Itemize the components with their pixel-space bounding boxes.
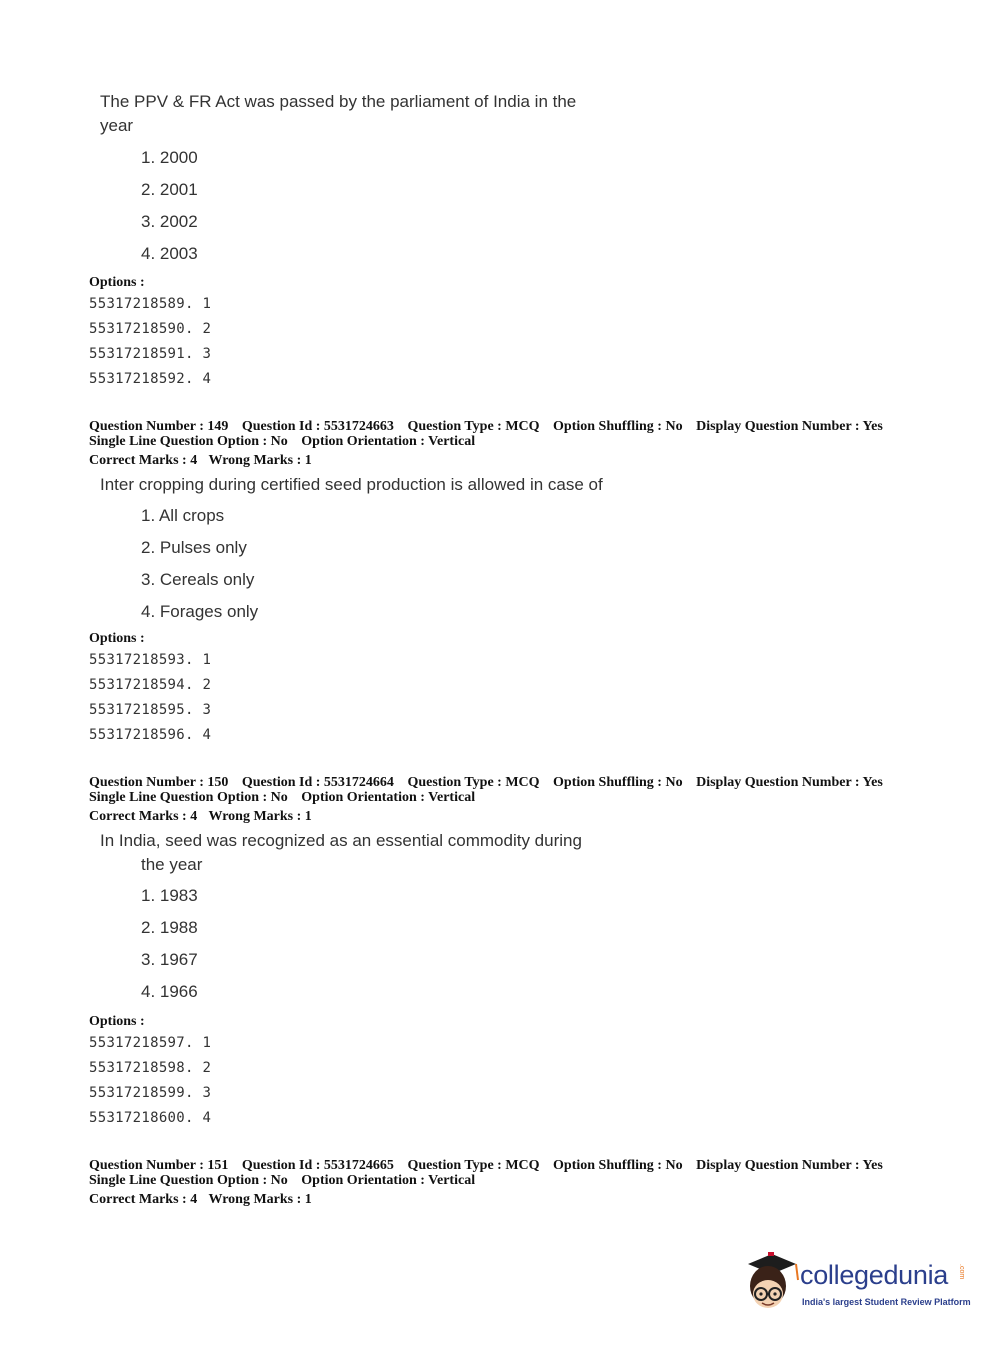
single-line-option: Single Line Question Option : No (89, 434, 288, 449)
option-orientation: Option Orientation : Vertical (301, 1173, 476, 1188)
option-id: 55317218599. 3 (89, 1085, 212, 1101)
choice-item: 1. All crops (141, 506, 225, 525)
wrong-marks: Wrong Marks : 1 (208, 453, 312, 468)
choice-list (0, 500, 1001, 628)
option-shuffling: Option Shuffling : No (553, 775, 683, 790)
marks-line (0, 1192, 1001, 1208)
question-id: Question Id : 5531724664 (241, 775, 394, 790)
choice-item: 3. Cereals only (141, 570, 255, 589)
question-block-150 (0, 829, 1001, 877)
logo-dotcom: .com (958, 1264, 965, 1280)
option-id: 55317218598. 2 (89, 1060, 212, 1076)
option-id: 55317218591. 3 (89, 346, 212, 362)
choice-item: 2. Pulses only (141, 538, 247, 557)
display-question-number: Display Question Number : Yes (696, 419, 883, 434)
choice-item: 4. 1966 (141, 982, 198, 1001)
choice-item: 2. 2001 (141, 180, 198, 199)
option-id: 55317218593. 1 (89, 652, 212, 668)
question-block-149 (0, 473, 1001, 497)
option-id: 55317218590. 2 (89, 321, 212, 337)
option-orientation: Option Orientation : Vertical (301, 434, 476, 449)
question-type: Question Type : MCQ (407, 419, 540, 434)
choice-list (0, 880, 1001, 1008)
option-shuffling: Option Shuffling : No (553, 419, 683, 434)
question-text-line1: In India, seed was recognized as an essential commodity during (100, 831, 582, 850)
question-number: Question Number : 151 (89, 1158, 229, 1173)
display-question-number: Display Question Number : Yes (696, 1158, 883, 1173)
option-id: 55317218600. 4 (89, 1110, 212, 1126)
question-block-148 (0, 90, 1001, 138)
options-label: Options : (89, 631, 145, 646)
correct-marks: Correct Marks : 4 (89, 1192, 198, 1207)
marks-line (0, 453, 1001, 469)
option-orientation: Option Orientation : Vertical (301, 790, 476, 805)
choice-item: 2. 1988 (141, 918, 198, 937)
question-text-line2: year (100, 116, 134, 135)
wrong-marks: Wrong Marks : 1 (208, 809, 312, 824)
wrong-marks: Wrong Marks : 1 (208, 1192, 312, 1207)
options-label: Options : (89, 275, 145, 290)
options-label: Options : (89, 1014, 145, 1029)
meta-line1 (0, 1158, 1001, 1173)
choice-item: 4. Forages only (141, 602, 259, 621)
collegedunia-logo (742, 1250, 982, 1320)
choice-list (0, 142, 1001, 270)
option-id: 55317218595. 3 (89, 702, 212, 718)
option-shuffling: Option Shuffling : No (553, 1158, 683, 1173)
correct-marks: Correct Marks : 4 (89, 809, 198, 824)
question-id: Question Id : 5531724663 (241, 419, 394, 434)
meta-line2 (0, 790, 1001, 805)
choice-item: 4. 2003 (141, 244, 198, 263)
options-section (0, 1013, 1001, 1131)
correct-marks: Correct Marks : 4 (89, 453, 198, 468)
meta-line2 (0, 1173, 1001, 1188)
single-line-option: Single Line Question Option : No (89, 1173, 288, 1188)
options-section (0, 274, 1001, 392)
question-text-line2: the year (141, 855, 203, 874)
options-section (0, 630, 1001, 748)
choice-item: 3. 1967 (141, 950, 198, 969)
mascot-icon (742, 1250, 802, 1318)
question-text-line1: The PPV & FR Act was passed by the parliament of India in the (100, 92, 577, 111)
choice-item: 1. 2000 (141, 148, 198, 167)
question-type: Question Type : MCQ (407, 1158, 540, 1173)
question-meta-151 (0, 1158, 1001, 1208)
single-line-option: Single Line Question Option : No (89, 790, 288, 805)
meta-line1 (0, 419, 1001, 434)
question-meta-150 (0, 775, 1001, 825)
question-number: Question Number : 149 (89, 419, 229, 434)
option-id: 55317218589. 1 (89, 296, 212, 312)
meta-line1 (0, 775, 1001, 790)
question-id: Question Id : 5531724665 (241, 1158, 394, 1173)
logo-name: collegedunia (800, 1260, 949, 1290)
question-number: Question Number : 150 (89, 775, 229, 790)
marks-line (0, 809, 1001, 825)
choice-item: 1. 1983 (141, 886, 198, 905)
option-id: 55317218597. 1 (89, 1035, 212, 1051)
display-question-number: Display Question Number : Yes (696, 775, 883, 790)
meta-line2 (0, 434, 1001, 449)
question-type: Question Type : MCQ (407, 775, 540, 790)
option-id: 55317218594. 2 (89, 677, 212, 693)
question-text-line1: Inter cropping during certified seed production is allowed in case of (100, 475, 603, 494)
question-meta-149 (0, 419, 1001, 469)
option-id: 55317218596. 4 (89, 727, 212, 743)
choice-item: 3. 2002 (141, 212, 198, 231)
option-id: 55317218592. 4 (89, 371, 212, 387)
logo-tagline: India's largest Student Review Platform (802, 1297, 971, 1307)
